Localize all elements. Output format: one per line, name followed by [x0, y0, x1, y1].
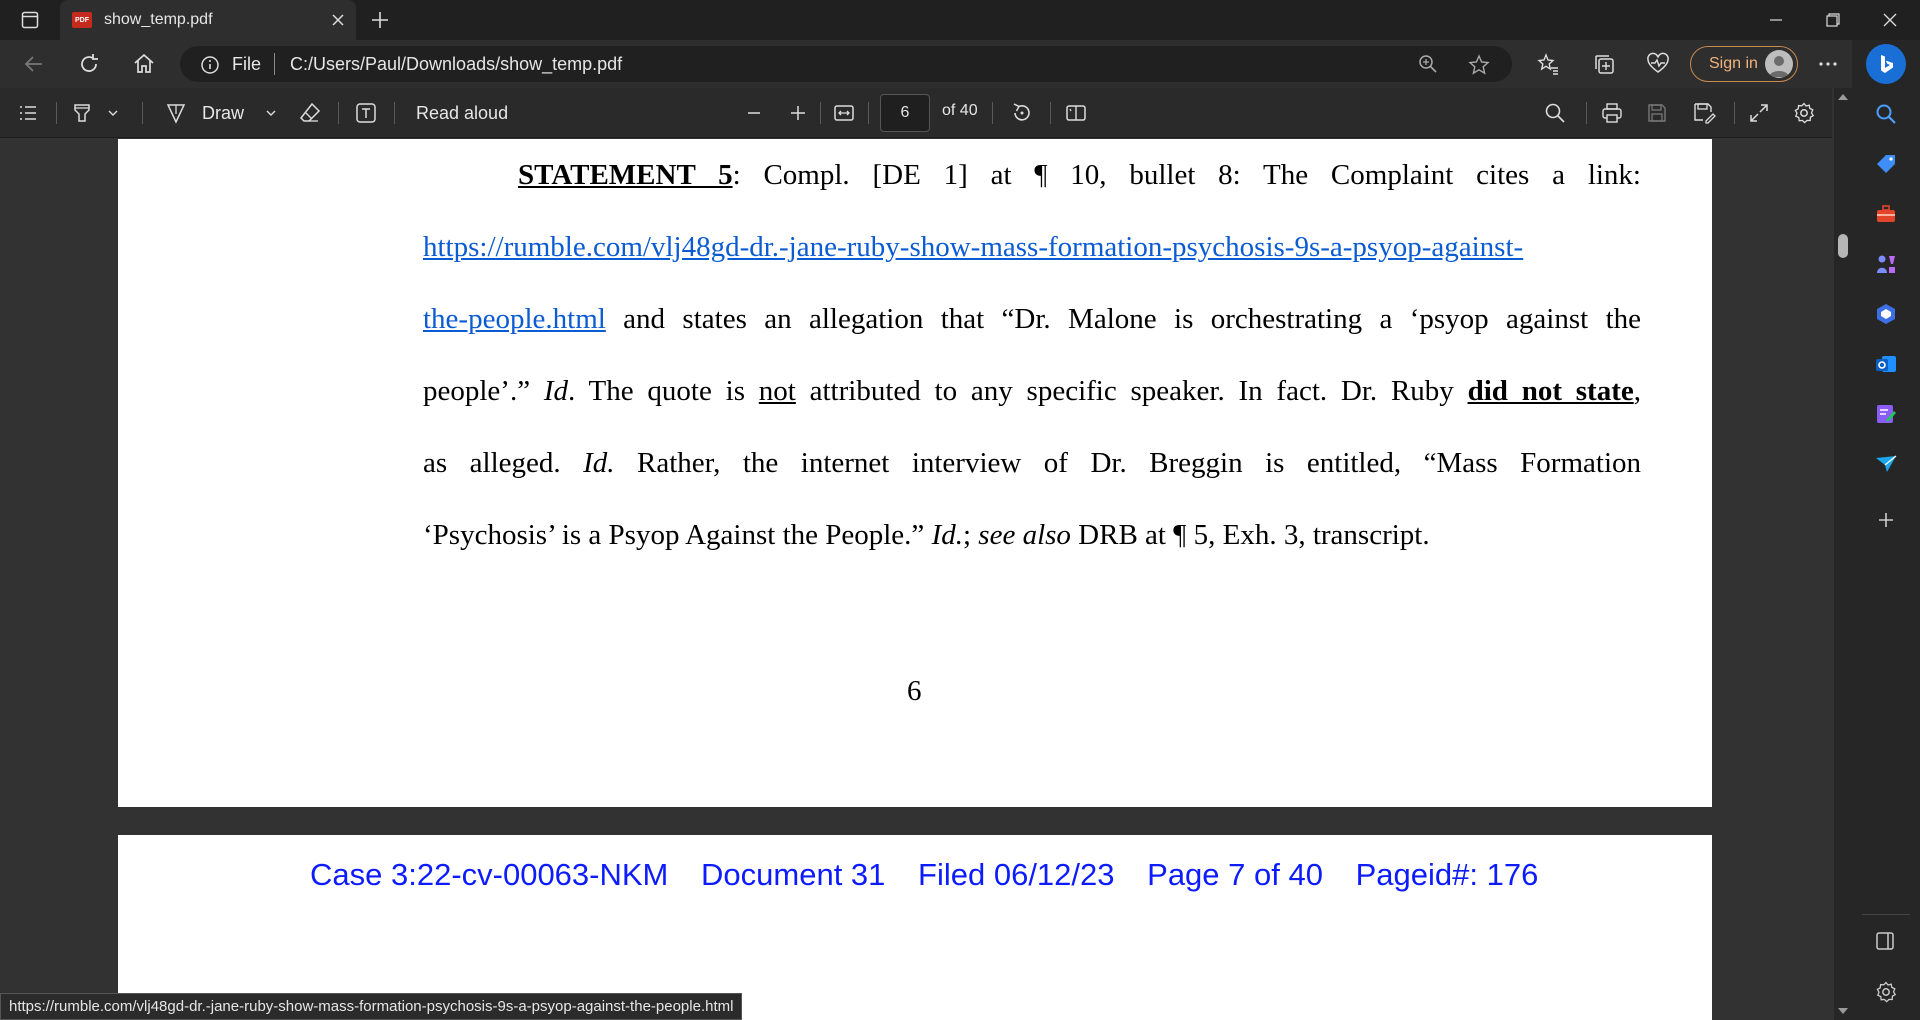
page-count: of 40 — [942, 102, 978, 119]
scroll-up-icon[interactable] — [1837, 92, 1849, 102]
divider — [1050, 102, 1051, 124]
text-span: ; — [962, 519, 979, 551]
draw-label: Draw — [202, 102, 245, 123]
settings-gear-icon[interactable] — [1792, 101, 1816, 125]
text-line — [423, 283, 1641, 355]
text-span: Rather, the internet interview of Dr. Breggin is entitled, “Mass Formation — [614, 447, 1641, 479]
divider — [868, 102, 869, 124]
text-span: Id — [543, 375, 569, 407]
chevron-down-icon[interactable] — [106, 101, 120, 125]
copilot-bing-button[interactable] — [1866, 44, 1906, 84]
refresh-icon[interactable] — [77, 52, 101, 76]
settings-gear-icon[interactable] — [1874, 980, 1898, 1004]
divider — [992, 102, 993, 124]
text-line — [423, 427, 1641, 499]
divider — [142, 102, 143, 124]
restore-icon[interactable] — [1805, 0, 1861, 40]
text-span: DRB at ¶ 5, Exh. 3, transcript. — [1070, 519, 1430, 551]
full-screen-icon[interactable] — [1748, 101, 1770, 125]
more-options-icon[interactable] — [1816, 52, 1840, 76]
text-span: did not state — [1467, 375, 1634, 407]
text-span: , — [1633, 375, 1641, 407]
scrollbar[interactable] — [1834, 88, 1852, 1020]
draw-button[interactable] — [164, 101, 244, 125]
minimize-icon[interactable] — [1748, 0, 1804, 40]
divider — [338, 102, 339, 124]
page-of: Page 7 of 40 — [1147, 857, 1323, 892]
text-span: people’.” — [423, 375, 544, 407]
page-view-icon[interactable] — [1064, 101, 1088, 125]
url-text[interactable]: C:/Users/Paul/Downloads/show_temp.pdf — [290, 54, 623, 74]
sign-in-label: Sign in — [1709, 55, 1758, 72]
navigation-bar — [0, 40, 1920, 88]
case-number: Case 3:22-cv-00063-NKM — [310, 857, 669, 892]
table-of-contents-icon[interactable] — [16, 101, 40, 125]
text-span: Id. — [931, 519, 963, 551]
scrollbar-thumb[interactable] — [1838, 234, 1848, 258]
save-as-icon[interactable] — [1692, 101, 1716, 125]
hide-sidebar-icon[interactable] — [1874, 930, 1898, 954]
divider — [820, 102, 821, 124]
text-box-icon[interactable] — [354, 101, 378, 125]
search-icon[interactable] — [1874, 102, 1898, 126]
text-line — [518, 139, 1641, 211]
text-line — [423, 355, 1641, 427]
text-line — [423, 211, 1641, 283]
pdf-viewer[interactable] — [0, 139, 1834, 1020]
favorites-icon[interactable] — [1536, 52, 1560, 76]
url-scheme: File — [232, 54, 262, 74]
zoom-out-icon[interactable] — [744, 101, 764, 125]
text-span: not — [758, 375, 796, 407]
page-number-input[interactable]: 6 — [880, 94, 930, 132]
edge-sidebar — [1852, 40, 1920, 1020]
title-bar — [0, 0, 1920, 40]
tab-title: show_temp.pdf — [104, 11, 213, 28]
fit-to-width-icon[interactable] — [832, 101, 856, 125]
divider — [1734, 102, 1735, 124]
copilot-icon[interactable] — [1874, 302, 1898, 326]
document-number: Document 31 — [701, 857, 886, 892]
browser-essentials-icon[interactable] — [1646, 52, 1670, 76]
back-arrow-icon[interactable] — [22, 52, 46, 76]
text-span: : Compl. [DE 1] at ¶ 10, bullet 8: The Complaint cites a link: — [732, 159, 1641, 191]
sign-in-button[interactable] — [1690, 46, 1798, 82]
statement-label: STATEMENT 5 — [518, 159, 733, 191]
eraser-icon[interactable] — [298, 101, 322, 125]
browser-tab[interactable] — [60, 0, 356, 40]
print-icon[interactable] — [1600, 101, 1624, 125]
scroll-down-icon[interactable] — [1837, 1006, 1849, 1016]
add-icon[interactable] — [1874, 508, 1898, 532]
favorite-star-icon[interactable] — [1468, 54, 1488, 74]
zoom-icon[interactable] — [1418, 54, 1438, 74]
divider — [56, 102, 57, 124]
divider — [1862, 914, 1910, 915]
pdf-toolbar — [0, 88, 1832, 138]
tab-actions-icon[interactable] — [14, 8, 46, 32]
divider — [394, 102, 395, 124]
text-span: ‘Psychosis’ is a Psyop Against the People.” — [423, 519, 932, 551]
collections-icon[interactable] — [1592, 52, 1616, 76]
send-icon[interactable] — [1874, 452, 1898, 476]
info-icon[interactable] — [200, 55, 220, 75]
tools-briefcase-icon[interactable] — [1874, 202, 1898, 226]
text-span: . The quote is — [568, 375, 759, 407]
rumble-link[interactable]: https://rumble.com/vlj48gd-dr.-jane-ruby-show-mass-formation-psychosis-9s-a-psyop-against- — [423, 231, 1524, 263]
outlook-icon[interactable] — [1874, 352, 1898, 376]
pdf-page-6 — [118, 139, 1712, 807]
page-id: Pageid#: 176 — [1355, 857, 1539, 892]
status-url-preview: https://rumble.com/vlj48gd-dr.-jane-ruby-show-mass-formation-psychosis-9s-a-psyop-against-the-people.html — [0, 993, 742, 1020]
read-aloud-button[interactable]: Read aloud — [416, 102, 509, 123]
close-tab-icon[interactable] — [330, 12, 346, 28]
text-span: and states an allegation that “Dr. Malone is orchestrating a ‘psyop against the — [605, 303, 1641, 335]
search-icon[interactable] — [1544, 101, 1566, 125]
text-span: as alleged. — [423, 447, 584, 479]
text-span: see also — [978, 519, 1071, 551]
games-icon[interactable] — [1874, 252, 1898, 276]
close-window-icon[interactable] — [1862, 0, 1918, 40]
home-icon[interactable] — [132, 52, 156, 76]
text-span: Id. — [583, 447, 615, 479]
divider — [1586, 102, 1587, 124]
zoom-in-icon[interactable] — [788, 101, 808, 125]
chevron-down-icon[interactable] — [264, 101, 278, 125]
case-header — [310, 857, 1562, 893]
highlight-icon[interactable] — [70, 101, 94, 125]
draw-icon — [164, 101, 188, 125]
rotate-icon[interactable] — [1010, 101, 1034, 125]
address-bar[interactable] — [180, 46, 1512, 82]
filed-date: Filed 06/12/23 — [918, 857, 1115, 892]
shopping-tag-icon[interactable] — [1874, 152, 1898, 176]
avatar — [1765, 50, 1793, 78]
page-number: 6 — [907, 675, 922, 707]
text-span: attributed to any specific speaker. In fact. Dr. Ruby — [795, 375, 1468, 407]
save-icon[interactable] — [1646, 101, 1668, 125]
divider — [274, 53, 275, 75]
designer-icon[interactable] — [1874, 402, 1898, 426]
pdf-file-icon: PDF — [72, 12, 92, 28]
new-tab-icon[interactable] — [368, 8, 392, 32]
rumble-link-continued[interactable]: the-people.html — [423, 303, 606, 335]
text-line — [423, 499, 1641, 571]
